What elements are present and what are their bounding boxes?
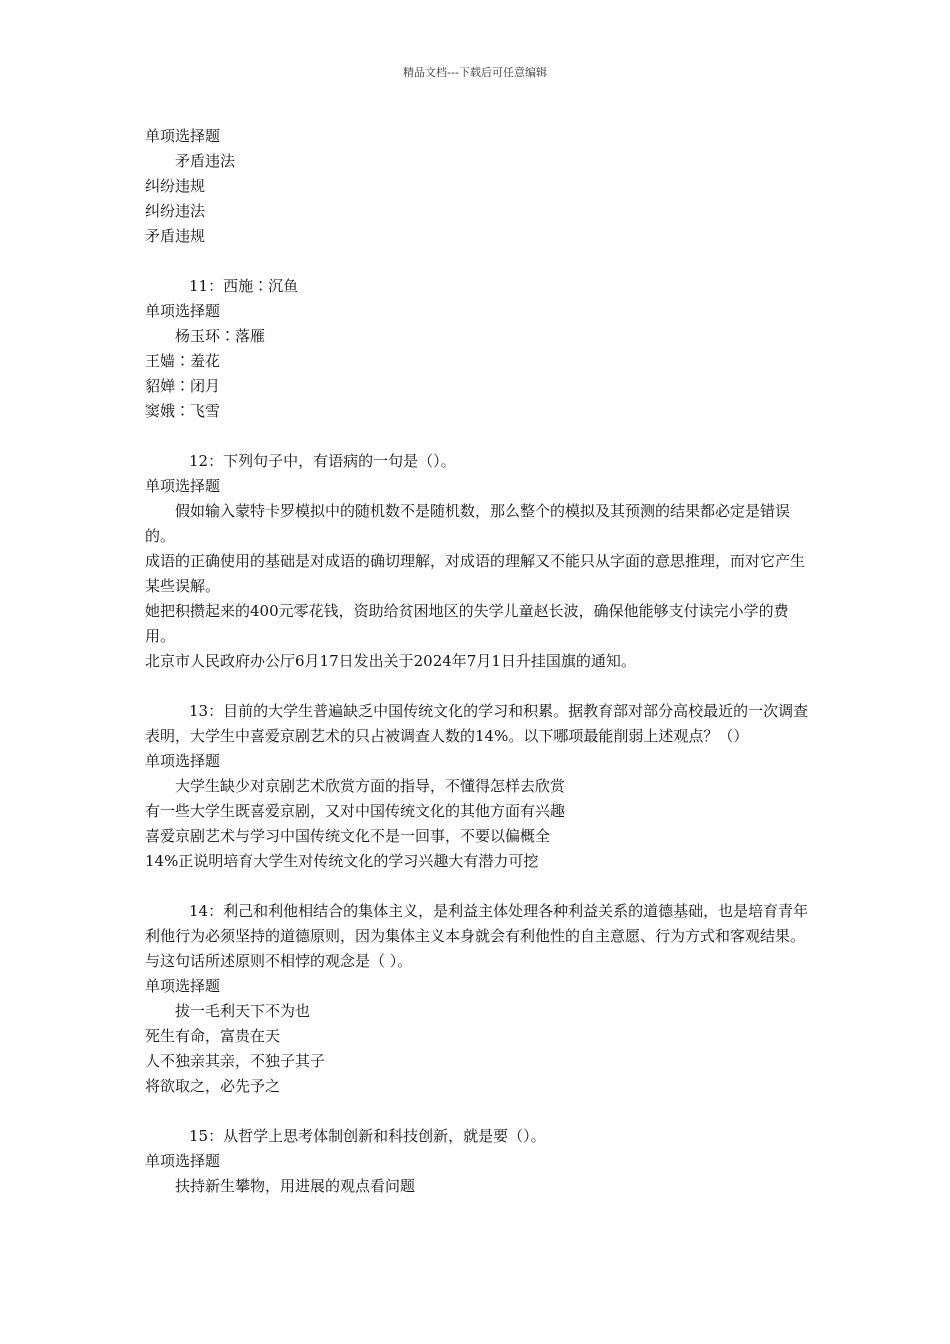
- option-c: 人不独亲其亲，不独子其子: [145, 1052, 326, 1070]
- page-header: 精品文档---下载后可任意编辑: [403, 66, 547, 79]
- option-a: 假如输入蒙特卡罗模拟中的随机数不是随机数，那么整个的模拟及其预测的结果都必定是错误的。: [145, 502, 791, 545]
- question-type: 单项选择题: [145, 752, 221, 770]
- question-type: 单项选择题: [145, 977, 221, 995]
- option-a: 扶持新生攀物，用进展的观点看问题: [175, 1177, 416, 1195]
- question-stem: 15：从哲学上思考体制创新和科技创新，就是要（）。: [189, 1127, 546, 1145]
- question-stem: 13：目前的大学生普遍缺乏中国传统文化的学习和积累。据教育部对部分高校最近的一次调查表明，大学生中喜爱京剧艺术的只占被调查人数的14%。以下哪项最能削弱上述观点？（）: [145, 702, 809, 745]
- option-a: 杨玉环∶落雁: [175, 327, 266, 345]
- question-type: 单项选择题: [145, 127, 221, 145]
- document-body: [145, 124, 809, 1199]
- option-b: 有一些大学生既喜爱京剧，又对中国传统文化的其他方面有兴趣: [145, 802, 566, 820]
- option-a: 矛盾违法: [175, 152, 236, 170]
- question-stem: 11：西施∶沉鱼: [189, 277, 299, 295]
- question-stem: 14：利己和利他相结合的集体主义，是利益主体处理各种利益关系的道德基础，也是培育青年利他行为必须坚持的道德原则，因为集体主义本身就会有利他性的自主意愿、行为方式和客观结果。与这句话所述原则不相悖的观念是（ ）。: [145, 902, 809, 970]
- option-b: 成语的正确使用的基础是对成语的确切理解，对成语的理解又不能只从字面的意思推理，而对它产生某些误解。: [145, 552, 806, 595]
- question-stem: 12：下列句子中，有语病的一句是（）。: [189, 452, 456, 470]
- question-type: 单项选择题: [145, 1152, 221, 1170]
- option-d: 矛盾违规: [145, 227, 206, 245]
- option-d: 14%正说明培育大学生对传统文化的学习兴趣大有潜力可挖: [145, 852, 539, 870]
- question-type: 单项选择题: [145, 477, 221, 495]
- option-d: 将欲取之，必先予之: [145, 1077, 281, 1095]
- question-type: 单项选择题: [145, 302, 221, 320]
- option-a: 大学生缺少对京剧艺术欣赏方面的指导，不懂得怎样去欣赏: [175, 777, 566, 795]
- option-c: 貂婵∶闭月: [145, 377, 221, 395]
- option-b: 纠纷违规: [145, 177, 206, 195]
- option-c: 喜爱京剧艺术与学习中国传统文化不是一回事，不要以偏概全: [145, 827, 551, 845]
- option-b: 王嫱∶羞花: [145, 352, 221, 370]
- option-b: 死生有命，富贵在天: [145, 1027, 281, 1045]
- option-a: 拔一毛利天下不为也: [175, 1002, 311, 1020]
- option-c: 纠纷违法: [145, 202, 206, 220]
- option-c: 她把积攒起来的400元零花钱，资助给贫困地区的失学儿童赵长波，确保他能够支付读完小学的费用。: [145, 602, 789, 645]
- option-d: 窦娥∶飞雪: [145, 402, 221, 420]
- option-d: 北京市人民政府办公厅6月17日发出关于2024年7月1日升挂国旗的通知。: [145, 652, 636, 670]
